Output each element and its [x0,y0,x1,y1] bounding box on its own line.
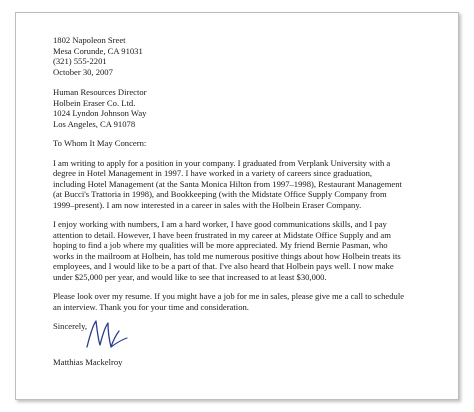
recipient-street: 1024 Lyndon Johnson Way [53,108,147,118]
paragraph-line: I am writing to apply for a position in your company. I graduated from Verplank University with a [53,157,391,168]
paragraph-line: (at Bucci's Trattoria in 1998), and Bookkeeping (with the Midstate Office Supply Company from [53,189,387,199]
paragraph-line: employees, and I would like to be a part of that. I've also heard that Holbein pays well. I now make [53,261,394,271]
paragraph-3 [53,291,453,312]
paragraph-line: an interview. Thank you for your time and consideration. [53,301,249,312]
salutation: To Whom It May Concern: [53,138,147,148]
recipient-city: Los Angeles, CA 91078 [53,118,136,129]
recipient-address [53,87,453,129]
paragraph-line: I enjoy working with numbers, I am a hard worker, I have good communications skills, and I pay [53,219,387,229]
paragraph-line: attention to detail. However, I have been frustrated in my career at Midstate Office Supply and am [53,229,391,240]
closing: Sincerely, [53,321,88,331]
letter-body [53,35,453,368]
paragraph-1 [53,158,453,211]
paragraph-line: 1999–present). I am now interested in a career in sales with the Holbein Eraser Company. [53,199,362,210]
paragraph-line: degree in Hotel Management in 1997. I have worked in a variety of careers since graduation, [53,168,373,178]
recipient-title: Human Resources Director [53,87,147,97]
sender-address [53,35,453,77]
recipient-company: Holbein Eraser Co. Ltd. [53,97,136,108]
sender-city: Mesa Corunde, CA 91031 [53,45,143,56]
paragraph-2 [53,219,453,282]
letter-date: October 30, 2007 [53,66,113,77]
signature-block [53,321,453,349]
letter-page [15,12,459,400]
signer-name: Matthias Mackelroy [53,357,123,367]
paragraph-line: works in the mailroom at Holbein, has told me numerous positive things about how Holbein treats its [53,250,401,261]
handwritten-signature [83,317,143,353]
paragraph-line: under $25,000 per year, and would like to see that increased to at least $30,000. [53,271,327,282]
paragraph-line: hoping to find a job where my qualities will be more appreciated. My friend Bernie Pasman, who [53,240,388,250]
sender-phone: (321) 555-2201 [53,56,107,66]
sender-street: 1802 Napoleon Sreet [53,35,126,45]
paragraph-line: Please look over my resume. If you might have a job for me in sales, please give me a call to schedule [53,291,405,301]
paragraph-line: including Hotel Management (at the Santa Monica Hilton from 1997–1998), Restaurant Management [53,178,402,189]
